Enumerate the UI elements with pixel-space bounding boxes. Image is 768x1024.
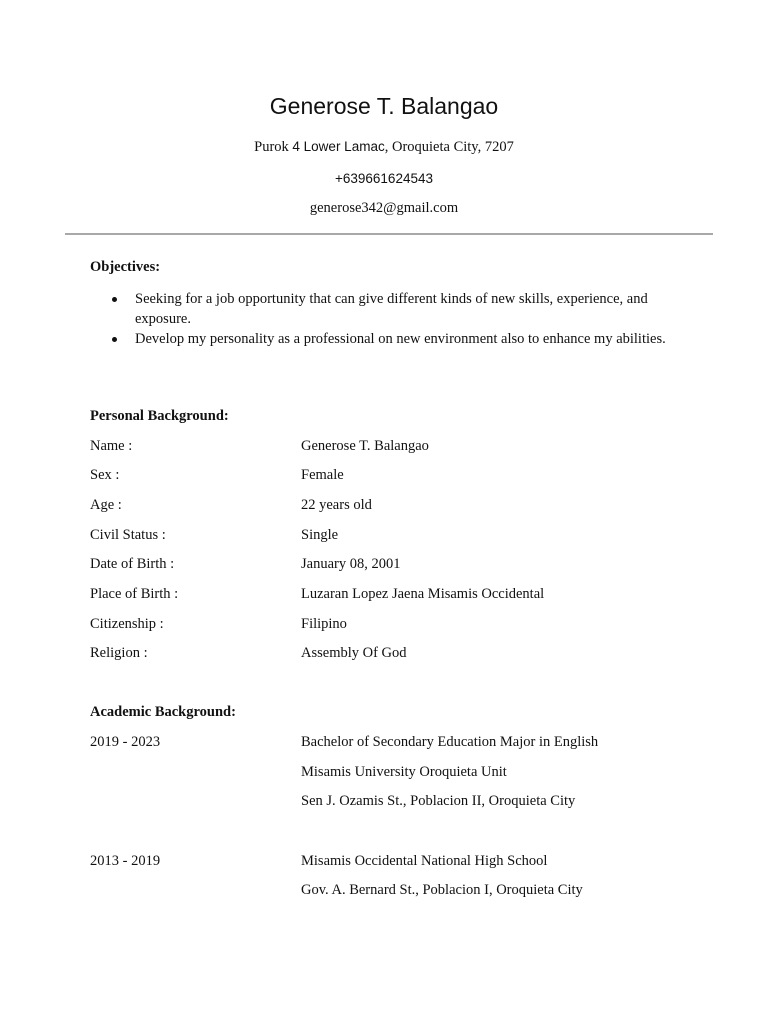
- objective-text: Seeking for a job opportunity that can give different kinds of new skills, experience, and exposure.: [135, 291, 648, 327]
- academic-background-title: Academic Background:: [90, 704, 236, 720]
- high-school-years: 2013 - 2019: [90, 853, 161, 869]
- high-school-name: Misamis Occidental National High School: [301, 853, 548, 869]
- date-of-birth-label: Date of Birth :: [90, 556, 175, 572]
- personal-background-title: Personal Background:: [90, 408, 229, 424]
- applicant-name: Generose T. Balangao: [269, 93, 499, 119]
- age-label: Age :: [90, 497, 122, 513]
- objectives-title: Objectives:: [90, 259, 161, 275]
- age-value: 22 years old: [301, 497, 372, 513]
- citizenship-label: Citizenship :: [90, 616, 164, 632]
- applicant-address: [0, 139, 768, 156]
- religion-value: Assembly Of God: [301, 645, 407, 661]
- name-label: Name :: [90, 438, 133, 454]
- college-years: 2019 - 2023: [90, 734, 161, 750]
- objective-item: [90, 329, 690, 349]
- sex-value: Female: [301, 467, 344, 483]
- header-divider: [65, 233, 713, 235]
- sex-label: Sex :: [90, 467, 120, 483]
- college-school: Misamis University Oroquieta Unit: [301, 764, 507, 780]
- religion-label: Religion :: [90, 645, 148, 661]
- applicant-email: generose342@gmail.com: [309, 200, 459, 216]
- place-of-birth-label: Place of Birth :: [90, 586, 179, 602]
- objective-text: Develop my personality as a professional on new environment also to enhance my abilities.: [135, 331, 666, 347]
- civil-status-label: Civil Status :: [90, 527, 166, 543]
- address-suffix: , Oroquieta City, 7207: [384, 139, 514, 155]
- objective-item: [90, 289, 690, 329]
- civil-status-value: Single: [301, 527, 339, 543]
- applicant-phone: +639661624543: [335, 171, 433, 186]
- objectives-list: [90, 289, 690, 349]
- address-street: 4 Lower Lamac: [292, 139, 385, 154]
- date-of-birth-value: January 08, 2001: [301, 556, 401, 572]
- bullet-icon: [112, 337, 117, 342]
- citizenship-value: Filipino: [301, 616, 347, 632]
- college-degree: Bachelor of Secondary Education Major in English: [301, 734, 599, 750]
- place-of-birth-value: Luzaran Lopez Jaena Misamis Occidental: [301, 586, 545, 602]
- address-prefix: Purok: [254, 139, 293, 155]
- college-address: Sen J. Ozamis St., Poblacion II, Oroquieta City: [301, 793, 576, 809]
- bullet-icon: [112, 297, 117, 302]
- high-school-address: Gov. A. Bernard St., Poblacion I, Oroquieta City: [301, 882, 583, 898]
- name-value: Generose T. Balangao: [301, 438, 429, 454]
